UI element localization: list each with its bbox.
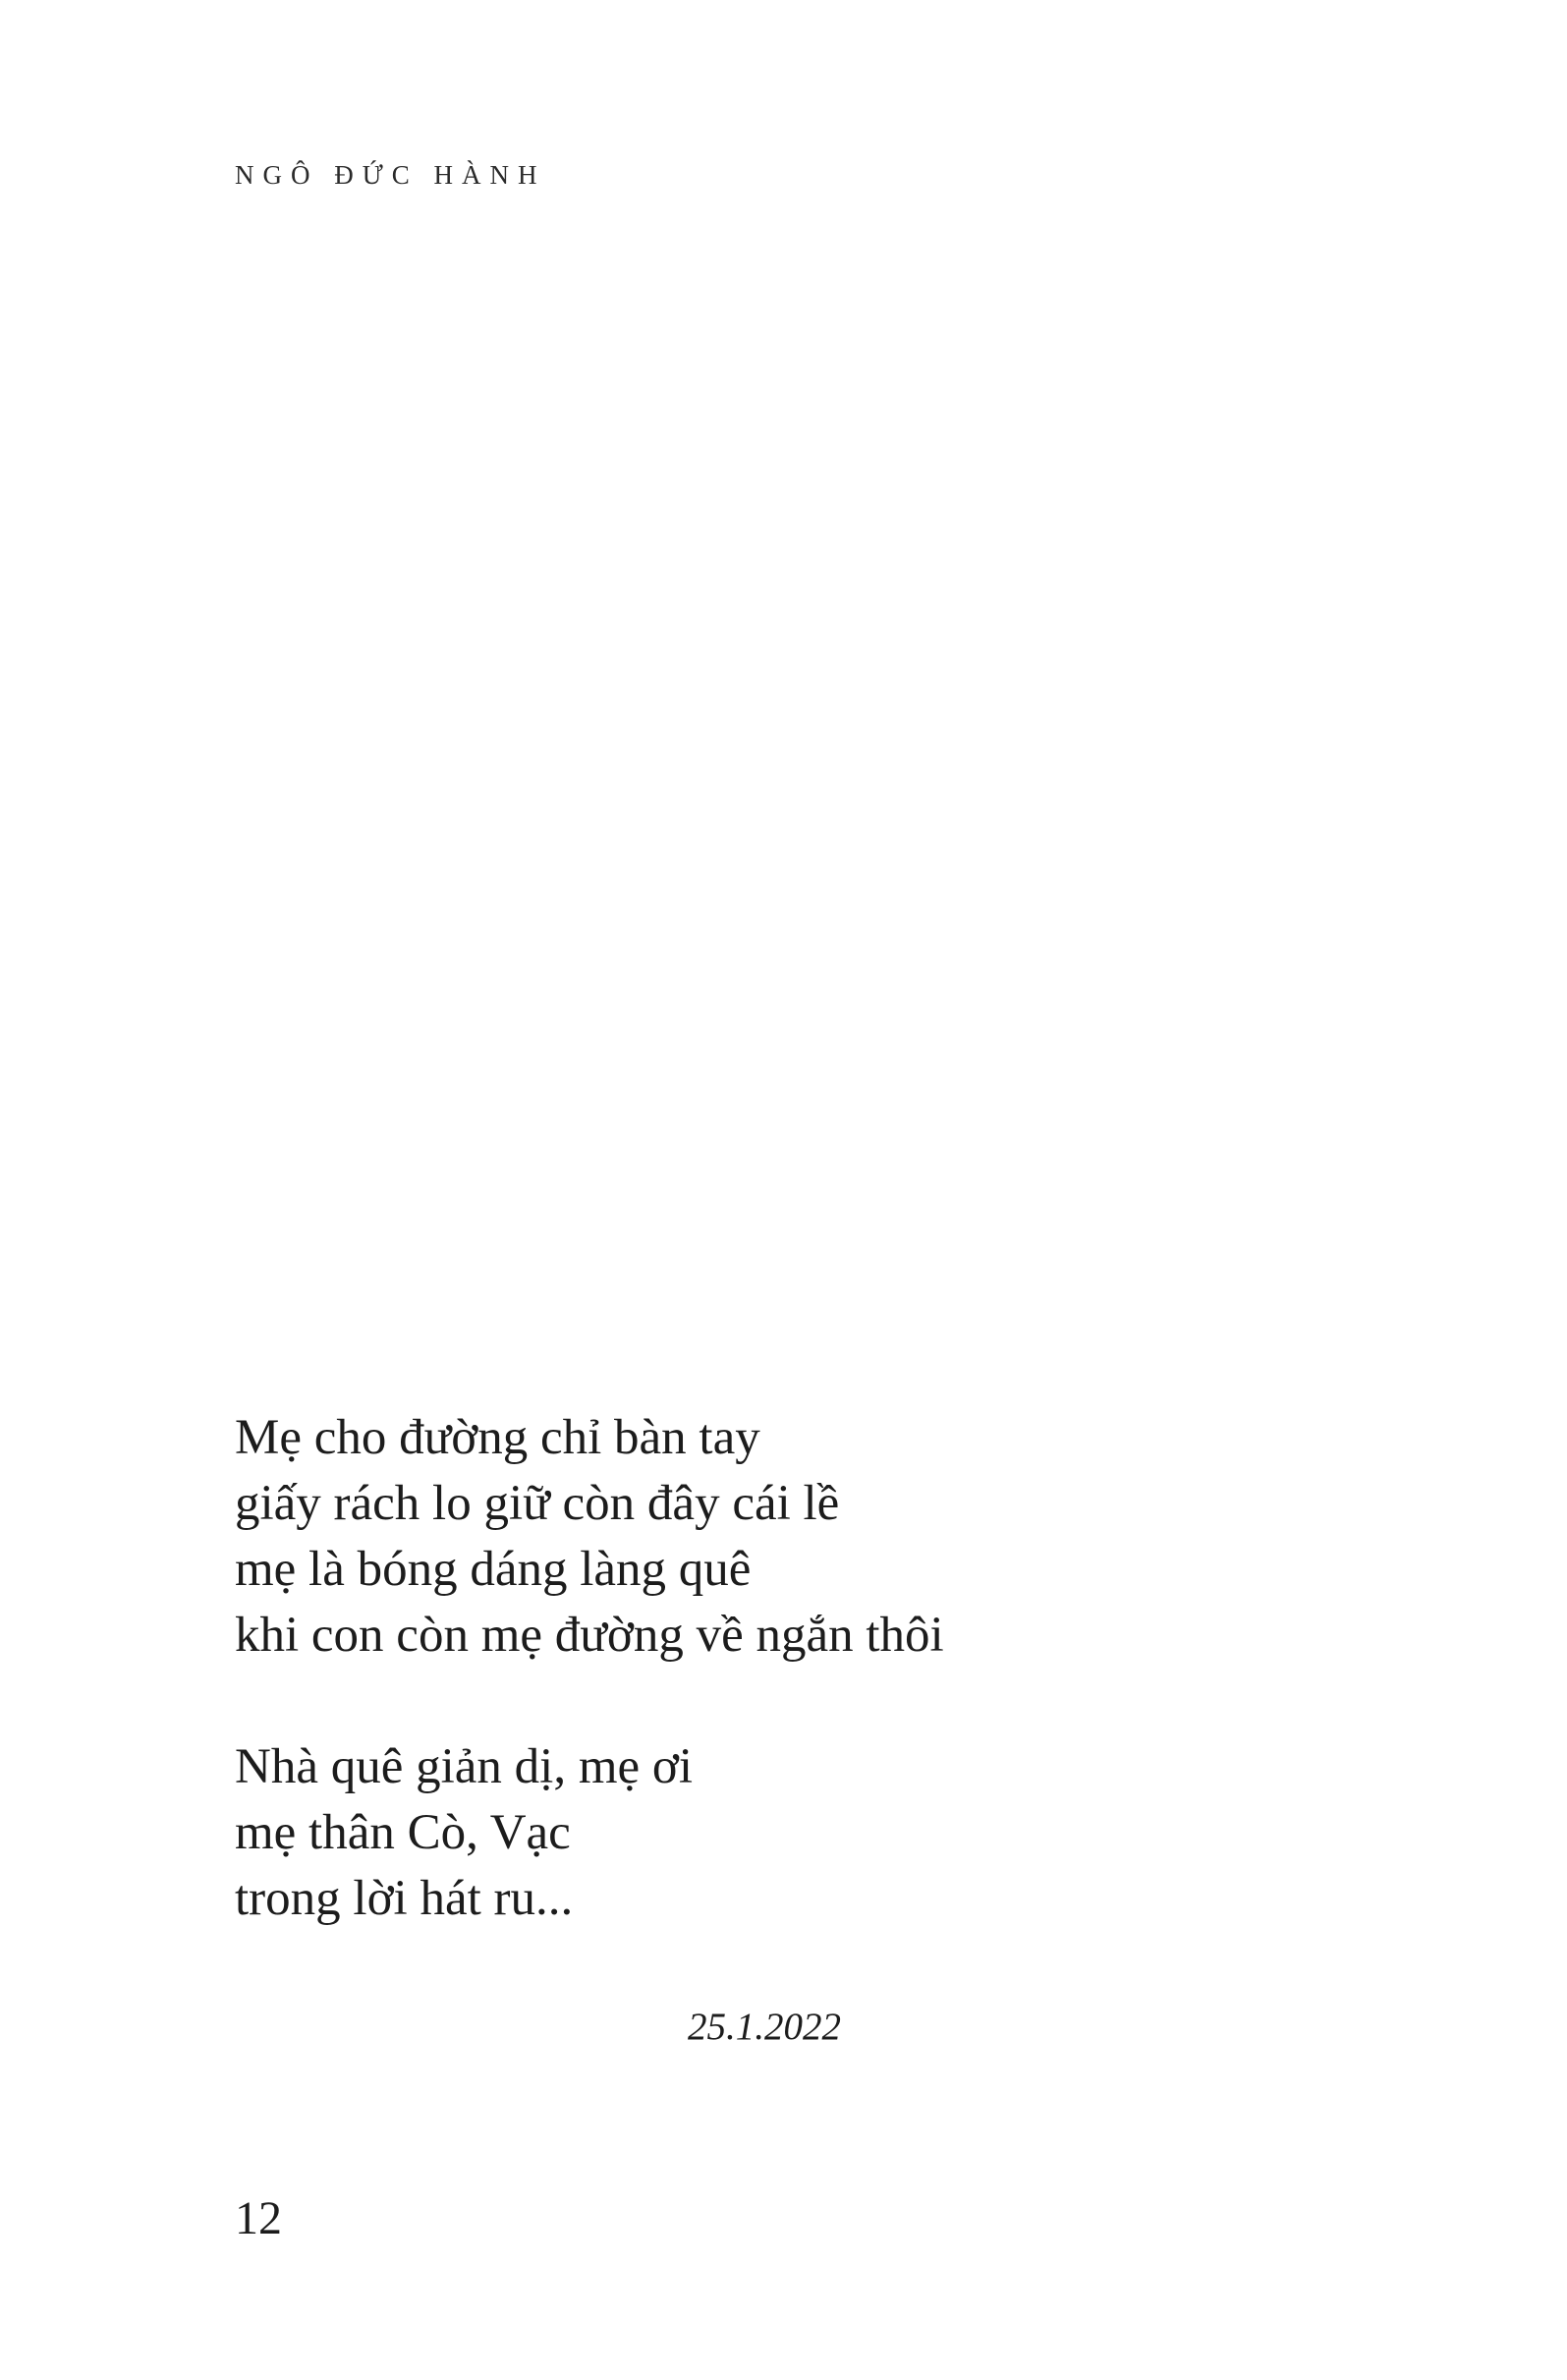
verse-line: mẹ là bóng dáng làng quê xyxy=(235,1542,752,1597)
verse-line: Nhà quê giản dị, mẹ ơi xyxy=(235,1739,694,1794)
verse-line: giấy rách lo giữ còn đây cái lề xyxy=(235,1476,840,1531)
poem-body xyxy=(235,1405,1315,1932)
stanza-2 xyxy=(235,1734,1315,1932)
verse-line: khi con còn mẹ đường về ngắn thôi xyxy=(235,1608,944,1663)
page-number: 12 xyxy=(235,2192,282,2244)
stanza-1 xyxy=(235,1405,1315,1669)
verse-line: Mẹ cho đường chỉ bàn tay xyxy=(235,1410,760,1465)
poem-date: 25.1.2022 xyxy=(688,2006,841,2048)
running-header-author: NGÔ ĐỨC HÀNH xyxy=(235,160,546,190)
verse-line: trong lời hát ru... xyxy=(235,1871,574,1926)
verse-line: mẹ thân Cò, Vạc xyxy=(235,1805,571,1860)
